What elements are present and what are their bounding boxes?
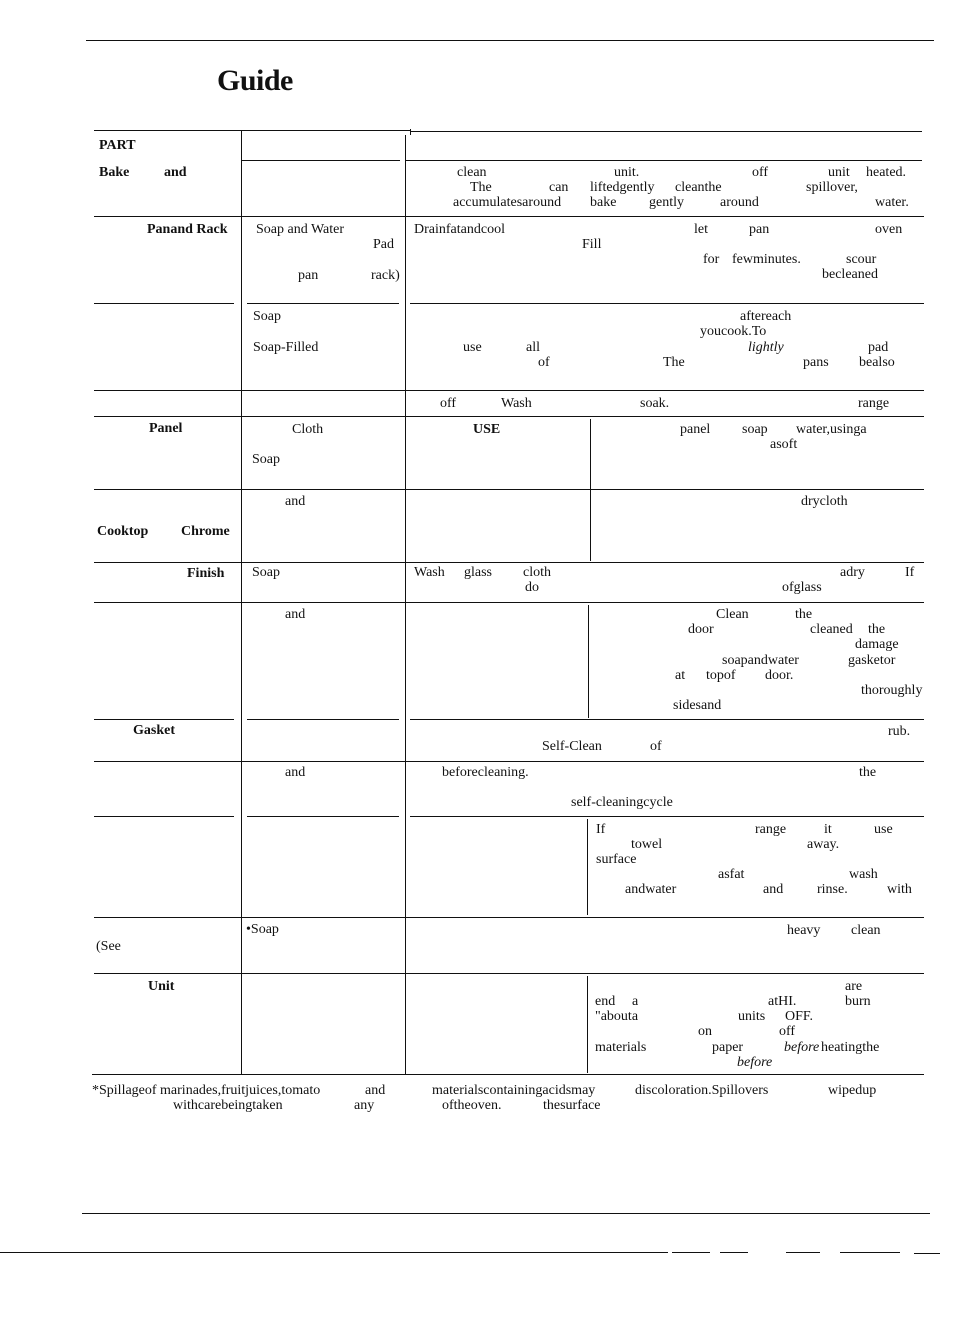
row-rule — [94, 390, 924, 391]
material-soap-filled: Soap-Filled — [253, 340, 319, 355]
instruction-word: towel — [631, 837, 663, 852]
instruction-word: bealso — [859, 355, 895, 370]
instruction-word: materials — [595, 1040, 647, 1055]
row-rule — [94, 489, 924, 490]
part-bake: Bake — [99, 165, 130, 180]
instruction-word: lightly — [748, 340, 784, 355]
instruction-word: at — [675, 668, 686, 683]
row-rule — [94, 816, 234, 817]
row-rule — [94, 761, 924, 762]
page-title: Guide — [217, 64, 293, 97]
instruction-word: topof — [706, 668, 736, 683]
footnote-text: thesurface — [543, 1098, 601, 1113]
header-tick — [410, 129, 411, 135]
instruction-word: door — [688, 622, 714, 637]
instruction-word: a — [632, 994, 639, 1009]
instruction-word: beforecleaning. — [442, 765, 529, 780]
instruction-word: range — [858, 396, 890, 411]
instruction-word: adry — [840, 565, 865, 580]
instruction-word: cleaned — [810, 622, 853, 637]
material-and: and — [285, 765, 306, 780]
row-rule — [92, 1074, 924, 1075]
instruction-word: bake — [590, 195, 617, 210]
instruction-word: pans — [803, 355, 829, 370]
instruction-word: wash — [849, 867, 878, 882]
bottom-rule — [82, 1213, 930, 1214]
instruction-word: the — [859, 765, 877, 780]
footnote-text: and — [365, 1083, 386, 1098]
material-soap: Soap — [253, 309, 281, 324]
part-panel: Panel — [149, 421, 183, 436]
material-soap: Soap — [252, 452, 280, 467]
row-rule — [94, 303, 234, 304]
part-cooktop: Cooktop — [97, 524, 149, 539]
instruction-word: youcook.To — [700, 324, 767, 339]
instruction-word: clean — [457, 165, 487, 180]
instruction-word: let — [694, 222, 708, 237]
instruction-word: burn — [845, 994, 871, 1009]
instruction-word: unit. — [614, 165, 640, 180]
row-rule — [247, 303, 399, 304]
instruction-word: the — [795, 607, 813, 622]
instruction-word: soap — [742, 422, 768, 437]
instruction-word: paper — [712, 1040, 744, 1055]
material-soap-water: Soap and Water — [256, 222, 345, 237]
instruction-word: glass — [464, 565, 492, 580]
material-cloth: Cloth — [292, 422, 324, 437]
material-and: and — [285, 494, 306, 509]
sub-divider — [590, 419, 591, 561]
instruction-word: soapandwater — [722, 653, 799, 668]
instruction-word: oven — [875, 222, 903, 237]
instruction-use: USE — [473, 422, 501, 437]
page-edge-rule — [0, 1252, 668, 1253]
instruction-word: for — [703, 252, 720, 267]
instruction-word: Fill — [582, 237, 602, 252]
material-and: and — [285, 607, 306, 622]
instruction-word: end — [595, 994, 616, 1009]
footnote-text: withcarebeingtaken — [173, 1098, 283, 1113]
part-unit: Unit — [148, 979, 175, 994]
row-rule — [94, 719, 234, 720]
instruction-word: The — [663, 355, 685, 370]
sub-divider — [587, 819, 588, 915]
instruction-word: spillover, — [806, 180, 858, 195]
instruction-word: of — [650, 739, 662, 754]
instruction-word: aftereach — [740, 309, 792, 324]
footnote-text: wipedup — [828, 1083, 877, 1098]
instruction-word: before — [737, 1055, 773, 1070]
instruction-word: surface — [596, 852, 637, 867]
page-edge-rule — [786, 1252, 820, 1253]
instruction-word: atHI. — [768, 994, 797, 1009]
sub-divider — [587, 976, 588, 1073]
instruction-word: before — [784, 1040, 820, 1055]
instruction-word: door. — [765, 668, 794, 683]
row-rule — [94, 973, 924, 974]
footnote-text: any — [354, 1098, 375, 1113]
header-rule-top-right — [410, 131, 922, 132]
instruction-word: rinse. — [817, 882, 848, 897]
instruction-word: Self-Clean — [542, 739, 602, 754]
row-rule — [94, 416, 924, 417]
footnote-text: materialscontainingacidsmay — [432, 1083, 596, 1098]
row-rule — [410, 719, 924, 720]
row-rule — [247, 719, 399, 720]
instruction-word: and — [763, 882, 784, 897]
sub-divider — [588, 605, 589, 718]
col-divider-1 — [241, 131, 242, 1075]
instruction-word: heatingthe — [821, 1040, 880, 1055]
instruction-word: ofglass — [782, 580, 822, 595]
instruction-word: pad — [868, 340, 889, 355]
instruction-word: water,usinga — [796, 422, 867, 437]
footnote-text: oftheoven. — [442, 1098, 502, 1113]
instruction-word: asfat — [718, 867, 745, 882]
instruction-word: the — [868, 622, 886, 637]
instruction-word: asoft — [770, 437, 798, 452]
instruction-word: liftedgently — [590, 180, 655, 195]
page-edge-rule — [914, 1253, 940, 1254]
instruction-word: on — [698, 1024, 712, 1039]
page-edge-rule — [840, 1252, 900, 1253]
header-rule-top-left — [94, 130, 410, 131]
instruction-word: damage — [855, 637, 899, 652]
instruction-word: Wash — [414, 565, 445, 580]
instruction-word: The — [470, 180, 492, 195]
row-rule — [94, 602, 924, 603]
row-rule — [247, 816, 399, 817]
part-chrome: Chrome — [181, 524, 230, 539]
instruction-word: off — [779, 1024, 796, 1039]
row-rule — [94, 917, 924, 918]
instruction-word: soak. — [640, 396, 670, 411]
instruction-word: andwater — [625, 882, 677, 897]
material-soap-bullet: •Soap — [246, 922, 279, 937]
instruction-word: of — [538, 355, 550, 370]
instruction-word: gently — [649, 195, 684, 210]
instruction-word: fewminutes. — [732, 252, 801, 267]
instruction-word: use — [463, 340, 482, 355]
row-rule — [410, 303, 924, 304]
instruction-word: sidesand — [673, 698, 722, 713]
material-soap: Soap — [252, 565, 280, 580]
page-edge-rule — [672, 1252, 710, 1253]
material-rack: rack) — [371, 268, 400, 283]
instruction-word: cleanthe — [675, 180, 722, 195]
instruction-word: self-cleaningcycle — [571, 795, 673, 810]
instruction-word: water. — [875, 195, 909, 210]
instruction-word: off — [752, 165, 769, 180]
part-finish: Finish — [187, 566, 225, 581]
header-rule-bottom-right — [406, 160, 922, 161]
instruction-word: rub. — [888, 724, 911, 739]
instruction-word: becleaned — [822, 267, 878, 282]
part-bake-and: and — [164, 165, 187, 180]
instruction-word: pan — [749, 222, 770, 237]
instruction-word: around — [720, 195, 759, 210]
instruction-word: "abouta — [595, 1009, 639, 1024]
instruction-word: If — [596, 822, 606, 837]
row-rule — [410, 816, 924, 817]
material-pan: pan — [298, 268, 319, 283]
instruction-word: clean — [851, 923, 881, 938]
instruction-word: Clean — [716, 607, 749, 622]
instruction-word: OFF. — [785, 1009, 814, 1024]
instruction-word: Drainfatandcool — [414, 222, 505, 237]
instruction-word: drycloth — [801, 494, 848, 509]
instruction-word: off — [440, 396, 457, 411]
instruction-word: cloth — [523, 565, 551, 580]
footnote-text: discoloration.Spillovers — [635, 1083, 769, 1098]
instruction-word: are — [845, 979, 863, 994]
instruction-word: panel — [680, 422, 711, 437]
top-rule — [86, 40, 934, 41]
instruction-word: range — [755, 822, 787, 837]
part-pan-rack: Panand Rack — [147, 222, 228, 237]
instruction-word: gasketor — [848, 653, 896, 668]
instruction-word: with — [887, 882, 912, 897]
part-header: PART — [99, 138, 136, 153]
instruction-word: all — [526, 340, 540, 355]
footnote-text: *Spillageof marinades,fruitjuices,tomato — [92, 1083, 321, 1098]
instruction-word: heated. — [866, 165, 907, 180]
instruction-word: it — [824, 822, 832, 837]
page-edge-rule — [720, 1252, 748, 1253]
part-gasket: Gasket — [133, 723, 175, 738]
part-see: (See — [96, 939, 121, 954]
instruction-word: scour — [846, 252, 877, 267]
instruction-word: If — [905, 565, 915, 580]
instruction-word: away. — [807, 837, 840, 852]
col-divider-2 — [405, 135, 406, 1075]
instruction-word: units — [738, 1009, 766, 1024]
instruction-word: unit — [828, 165, 850, 180]
instruction-word: Wash — [501, 396, 532, 411]
instruction-word: use — [874, 822, 893, 837]
row-rule — [94, 216, 924, 217]
header-rule-bottom — [242, 160, 400, 161]
instruction-word: thoroughly — [861, 683, 923, 698]
material-pad: Pad — [373, 237, 394, 252]
row-rule — [94, 562, 924, 563]
instruction-word: heavy — [787, 923, 821, 938]
instruction-word: do — [525, 580, 539, 595]
instruction-word: can — [549, 180, 569, 195]
instruction-word: accumulatesaround — [453, 195, 562, 210]
